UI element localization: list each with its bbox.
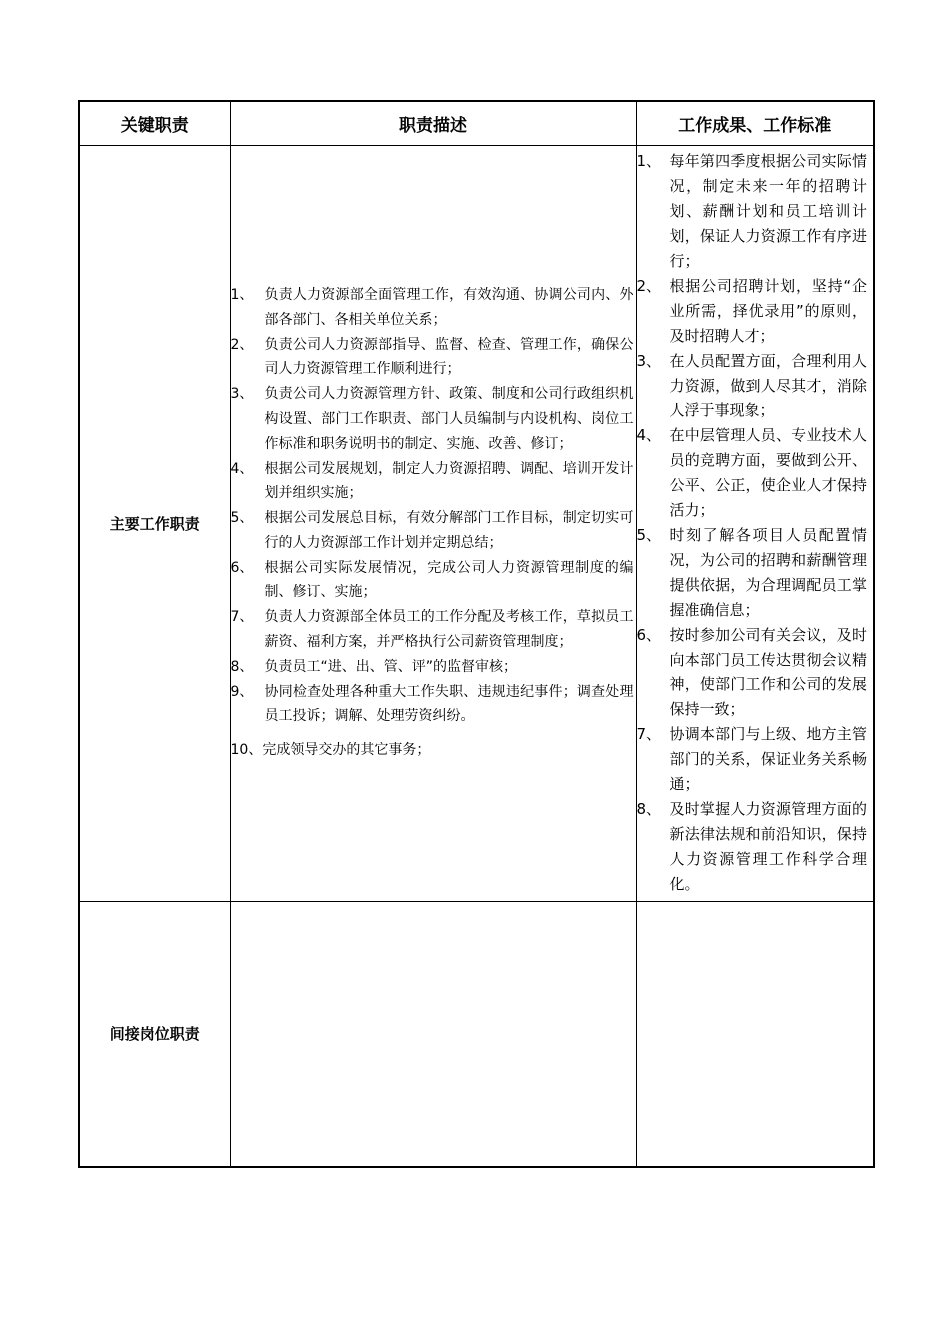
list-item: 4、 在中层管理人员、专业技术人员的竞聘方面，要做到公开、公平、公正，使企业人才保持活力；	[636, 426, 867, 520]
list-item: 5、 时刻了解各项目人员配置情况，为公司的招聘和薪酬管理提供依据，为合理调配员工掌握准确信息；	[636, 526, 867, 619]
list-item: 3、 负责公司人力资源管理方针、政策、制度和公司行政组织机构设置、部门工作职责、部门人员编制与内设机构、岗位工作标准和职务说明书的制定、实施、改善、修订；	[230, 386, 634, 452]
list-item: 2、 根据公司招聘计划，坚持“企业所需，择优录用”的原则，及时招聘人才；	[636, 276, 867, 345]
indirect-standard-cell	[636, 901, 874, 1167]
list-item: 8、 负责员工“进、出、管、评”的监督审核；	[230, 658, 518, 675]
list-item: 7、 负责人力资源部全体员工的工作分配及考核工作，草拟员工薪资、福利方案，并严格执行公司薪资管理制度；	[230, 609, 634, 651]
header-key-duties: 关键职责	[79, 101, 230, 145]
list-item: 6、 根据公司实际发展情况，完成公司人力资源管理制度的编制、修订、实施；	[230, 559, 634, 601]
indirect-duties-label: 间接岗位职责	[79, 901, 230, 1167]
duty-description-list	[231, 283, 636, 763]
duty-description-cell	[230, 145, 636, 901]
list-item: 10、 完成领导交办的其它事务；	[230, 742, 431, 759]
header-duty-description: 职责描述	[230, 101, 636, 145]
list-item: 8、 及时掌握人力资源管理方面的新法律法规和前沿知识，保持人力资源管理工作科学合理化。	[636, 799, 867, 893]
list-item: 3、 在人员配置方面，合理利用人力资源，做到人尽其才，消除人浮于事现象；	[636, 351, 867, 420]
main-duties-row	[79, 145, 874, 901]
list-item: 1、 负责人力资源部全面管理工作，有效沟通、协调公司内、外部各部门、各相关单位关系；	[230, 286, 634, 328]
list-item: 9、 协同检查处理各种重大工作失职、违规违纪事件；调查处理员工投诉；调解、处理劳资纠纷。	[230, 683, 634, 725]
work-standard-cell	[636, 145, 874, 901]
list-item: 5、 根据公司发展总目标，有效分解部门工作目标，制定切实可行的人力资源部工作计划并定期总结；	[230, 510, 634, 551]
table-header-row	[79, 101, 874, 145]
main-duties-label: 主要工作职责	[79, 145, 230, 901]
list-item: 2、 负责公司人力资源部指导、监督、检查、管理工作，确保公司人力资源管理工作顺利进行；	[230, 336, 634, 378]
list-item: 7、 协调本部门与上级、地方主管部门的关系，保证业务关系畅通；	[636, 725, 867, 794]
indirect-duties-row	[79, 901, 874, 1167]
list-item: 1、 每年第四季度根据公司实际情况，制定未来一年的招聘计划、薪酬计划和员工培训计划，保证人力资源工作有序进行；	[636, 152, 867, 271]
list-item: 4、 根据公司发展规划，制定人力资源招聘、调配、培训开发计划并组织实施；	[230, 460, 634, 502]
list-item: 6、 按时参加公司有关会议，及时向本部门员工传达贯彻会议精神，使部门工作和公司的发展保持一致；	[636, 625, 867, 719]
indirect-description-cell	[230, 901, 636, 1167]
job-duty-table	[78, 100, 875, 1168]
header-work-standard: 工作成果、工作标准	[636, 101, 874, 145]
work-standard-list	[637, 149, 874, 896]
